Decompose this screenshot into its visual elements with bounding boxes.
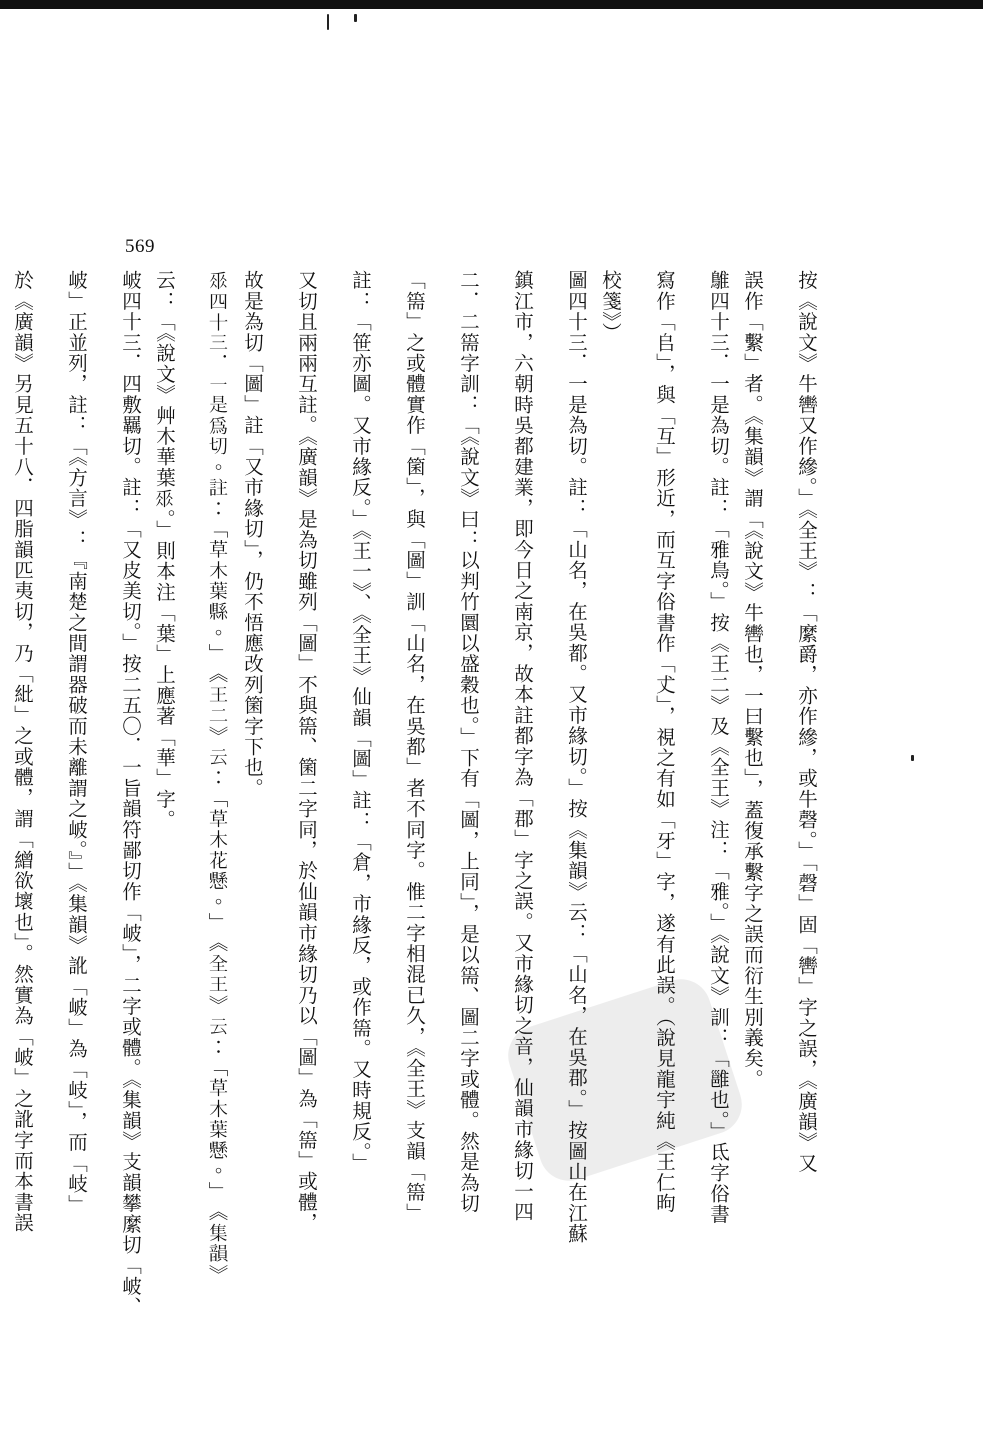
vertical-text-body bbox=[0, 270, 843, 1318]
text-column: 鎮江市，六朝時吳都建業，即今日之南京，故本註都字為「郡」字之誤。又市緣切之音，仙韻市緣切一四 bbox=[511, 270, 534, 1223]
text-column: 故是為切「圖」註「又市緣切」，仍不悟應改列箘字下也。 bbox=[241, 270, 264, 799]
text-column: 圖四十三．一是為切。註：「山名，在吳都。又市緣切。」按《集韻》云：「山名，在吳郡。」按圖山在江蘇 bbox=[565, 270, 588, 1245]
text-column: 岥」正並列，註：「《方言》：『南楚之間謂器破而未離謂之岥。』」《集韻》訛「岥」為「岐」，而「岐」 bbox=[65, 270, 88, 1215]
scan-speck bbox=[354, 14, 357, 22]
text-column: 云：「《說文》艸木華葉𠂹。」則本注「葉」上應著「華」字。 bbox=[153, 270, 176, 831]
text-column: 二．二篅字訓：「《說文》曰：以判竹圜以盛穀也。」下有「圖，上同」，是以篅、圖二字或體。然是為切 bbox=[457, 270, 480, 1214]
scan-speck bbox=[327, 14, 329, 30]
text-column: 誤作「繫」者。《集韻》謂「《說文》牛轡也，一曰繫也」，蓋復承繫字之誤而衍生別義矣。 bbox=[741, 270, 764, 1090]
text-column: 「篅」之或體實作「箘」，與「圖」訓「山名，在吳都」者不同字。惟二字相混已久，《全王》支韻「篅」 bbox=[403, 270, 426, 1224]
page-number: 569 bbox=[125, 236, 155, 257]
text-column: 岥四十三．四敷羈切。註：「又皮美切。」按二五〇．一旨韻符鄙切作「岥」，二字或體。《集韻》支韻攀縻切「岥、 bbox=[119, 270, 142, 1318]
text-column: 𠂹四十三．一是為切。註：「草木葉縣。」《王二》云：「草木花懸。」《全王》云：「草木葉懸。」《集韻》 bbox=[207, 270, 230, 1285]
text-column: 又切且兩兩互註。《廣韻》是為切雖列「圖」不與篅、箘二字同，於仙韻市緣切乃以「圖」為「篅」或體， bbox=[295, 270, 318, 1234]
scan-speck bbox=[911, 755, 914, 761]
text-column: 鵻四十三．一是為切。註：「雅鳥。」按《王二》及《全王》注：「雅。」《說文》訓：「雝也。」氐字俗書 bbox=[707, 270, 730, 1225]
text-column: 寫作「𠂤」，與「互」形近，而互字俗書作「𠀋」，視之有如「牙」字，遂有此誤。（說見龍宇純《王仁昫 bbox=[653, 270, 676, 1214]
text-column: 於《廣韻》另見五十八．四脂韻匹夷切，乃「紕」之或體，謂「繒欲壞也」。然實為「岥」之訛字而本書誤 bbox=[11, 270, 34, 1234]
text-column: 按《說文》牛轡又作縿。」《全王》：「縻爵，亦作縿，或牛磬。」「磬」固「轡」字之誤，《廣韻》又 bbox=[795, 270, 818, 1174]
text-column: 校箋》） bbox=[599, 270, 622, 344]
top-border-gap bbox=[0, 9, 983, 12]
text-column: 註：「笹亦圖。又市緣反。」《王一》、《全王》仙韻「圖」註：「倉，市緣反，或作篅。又時規反。」 bbox=[349, 270, 372, 1174]
top-border-rule bbox=[0, 0, 983, 9]
